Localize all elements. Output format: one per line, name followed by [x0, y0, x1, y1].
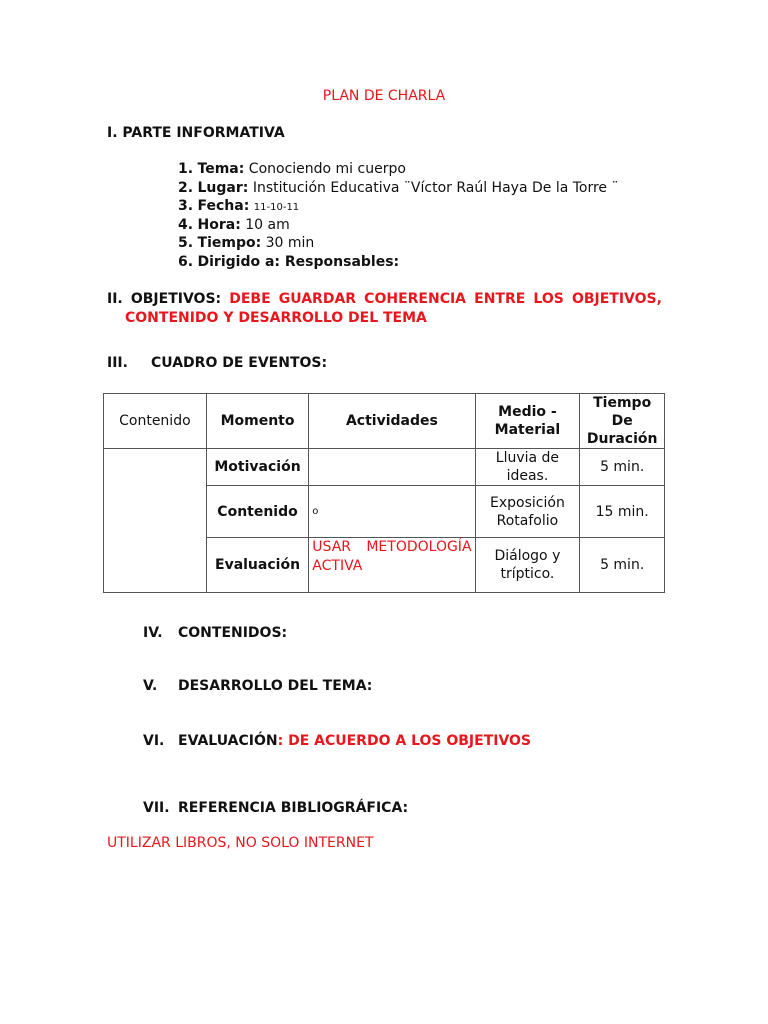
header-medio: Medio - Material [475, 394, 580, 449]
section-3-prefix: III. [107, 355, 128, 371]
item-label: Dirigido a: Responsables: [197, 254, 400, 270]
section-7-label: REFERENCIA BIBLIOGRÁFICA: [178, 800, 409, 816]
objetivos-note-line2: CONTENIDO Y DESARROLLO DEL TEMA [125, 310, 427, 326]
cell-momento: Contenido [206, 486, 309, 538]
item-label: Tema: [197, 161, 245, 177]
actividad-line2: ACTIVA [312, 558, 363, 574]
table-header-row [104, 394, 665, 449]
table-row [104, 449, 665, 486]
section-5-label: DESARROLLO DEL TEMA: [178, 678, 373, 694]
cell-tiempo: 5 min. [580, 449, 665, 486]
cell-medio: Exposición Rotafolio [475, 486, 580, 538]
item-label: Hora: [197, 217, 241, 233]
list-item-tiempo [178, 235, 314, 251]
item-value: Conociendo mi cuerpo [244, 161, 406, 177]
cell-actividad [309, 538, 475, 593]
objetivos-note-word: GUARDAR [278, 291, 357, 307]
list-item-tema [178, 161, 406, 177]
item-number: 4. [178, 217, 194, 233]
cell-contenido-merged [104, 449, 207, 593]
item-number: 6. [178, 254, 194, 270]
cell-tiempo: 5 min. [580, 538, 665, 593]
cell-tiempo: 15 min. [580, 486, 665, 538]
objetivos-note-word: ENTRE [474, 291, 526, 307]
objetivos-note-word: DEBE [229, 291, 271, 307]
section-4-label: CONTENIDOS: [178, 625, 288, 641]
section-4-prefix: IV. [143, 625, 163, 641]
section-6-heading [178, 733, 531, 749]
item-number: 5. [178, 235, 194, 251]
item-number: 2. [178, 180, 194, 196]
objetivos-note-word: COHERENCIA [364, 291, 467, 307]
list-item-hora [178, 217, 290, 233]
section-7-prefix: VII. [143, 800, 170, 816]
footer-note: UTILIZAR LIBROS, NO SOLO INTERNET [107, 835, 374, 851]
cell-medio: Diálogo y tríptico. [475, 538, 580, 593]
section-2-label: OBJETIVOS: [130, 291, 222, 307]
item-value: 11-10-11 [253, 202, 300, 213]
header-contenido: Contenido [104, 394, 207, 449]
objetivos-note-word: LOS [533, 291, 564, 307]
cell-momento: Motivación [206, 449, 309, 486]
item-value: Institución Educativa ¨Víctor Raúl Haya De la Torre ¨ [248, 180, 619, 196]
cell-actividad [309, 449, 475, 486]
section-5-prefix: V. [143, 678, 158, 694]
item-number: 1. [178, 161, 194, 177]
cell-medio: Lluvia de ideas. [475, 449, 580, 486]
cell-actividad: o [309, 486, 475, 538]
page-title: PLAN DE CHARLA [322, 88, 446, 104]
objetivos-note-word: OBJETIVOS, [571, 291, 662, 307]
cell-momento: Evaluación [206, 538, 309, 593]
list-item-dirigido [178, 254, 399, 270]
section-6-colon: : [277, 733, 284, 749]
header-momento: Momento [206, 394, 309, 449]
item-value: 30 min [261, 235, 315, 251]
item-label: Fecha: [197, 198, 250, 214]
list-item-fecha [178, 198, 299, 214]
section-6-label: EVALUACIÓN [178, 733, 278, 749]
actividad-word: USAR [312, 539, 351, 555]
section-2-objetivos [107, 290, 662, 328]
actividad-word: METODOLOGÍA [366, 539, 472, 555]
section-6-prefix: VI. [143, 733, 165, 749]
item-label: Tiempo: [197, 235, 262, 251]
section-3-label: CUADRO DE EVENTOS: [151, 355, 328, 371]
item-label: Lugar: [197, 180, 249, 196]
list-item-lugar [178, 180, 619, 196]
events-table [103, 393, 665, 593]
section-1-heading: I. PARTE INFORMATIVA [107, 125, 285, 141]
section-3-heading [107, 355, 128, 371]
item-number: 3. [178, 198, 194, 214]
header-actividades: Actividades [309, 394, 475, 449]
item-value: 10 am [240, 217, 290, 233]
section-6-note: DE ACUERDO A LOS OBJETIVOS [283, 733, 532, 749]
section-2-prefix: II. [107, 291, 123, 307]
header-tiempo: Tiempo De Duración [580, 394, 665, 449]
